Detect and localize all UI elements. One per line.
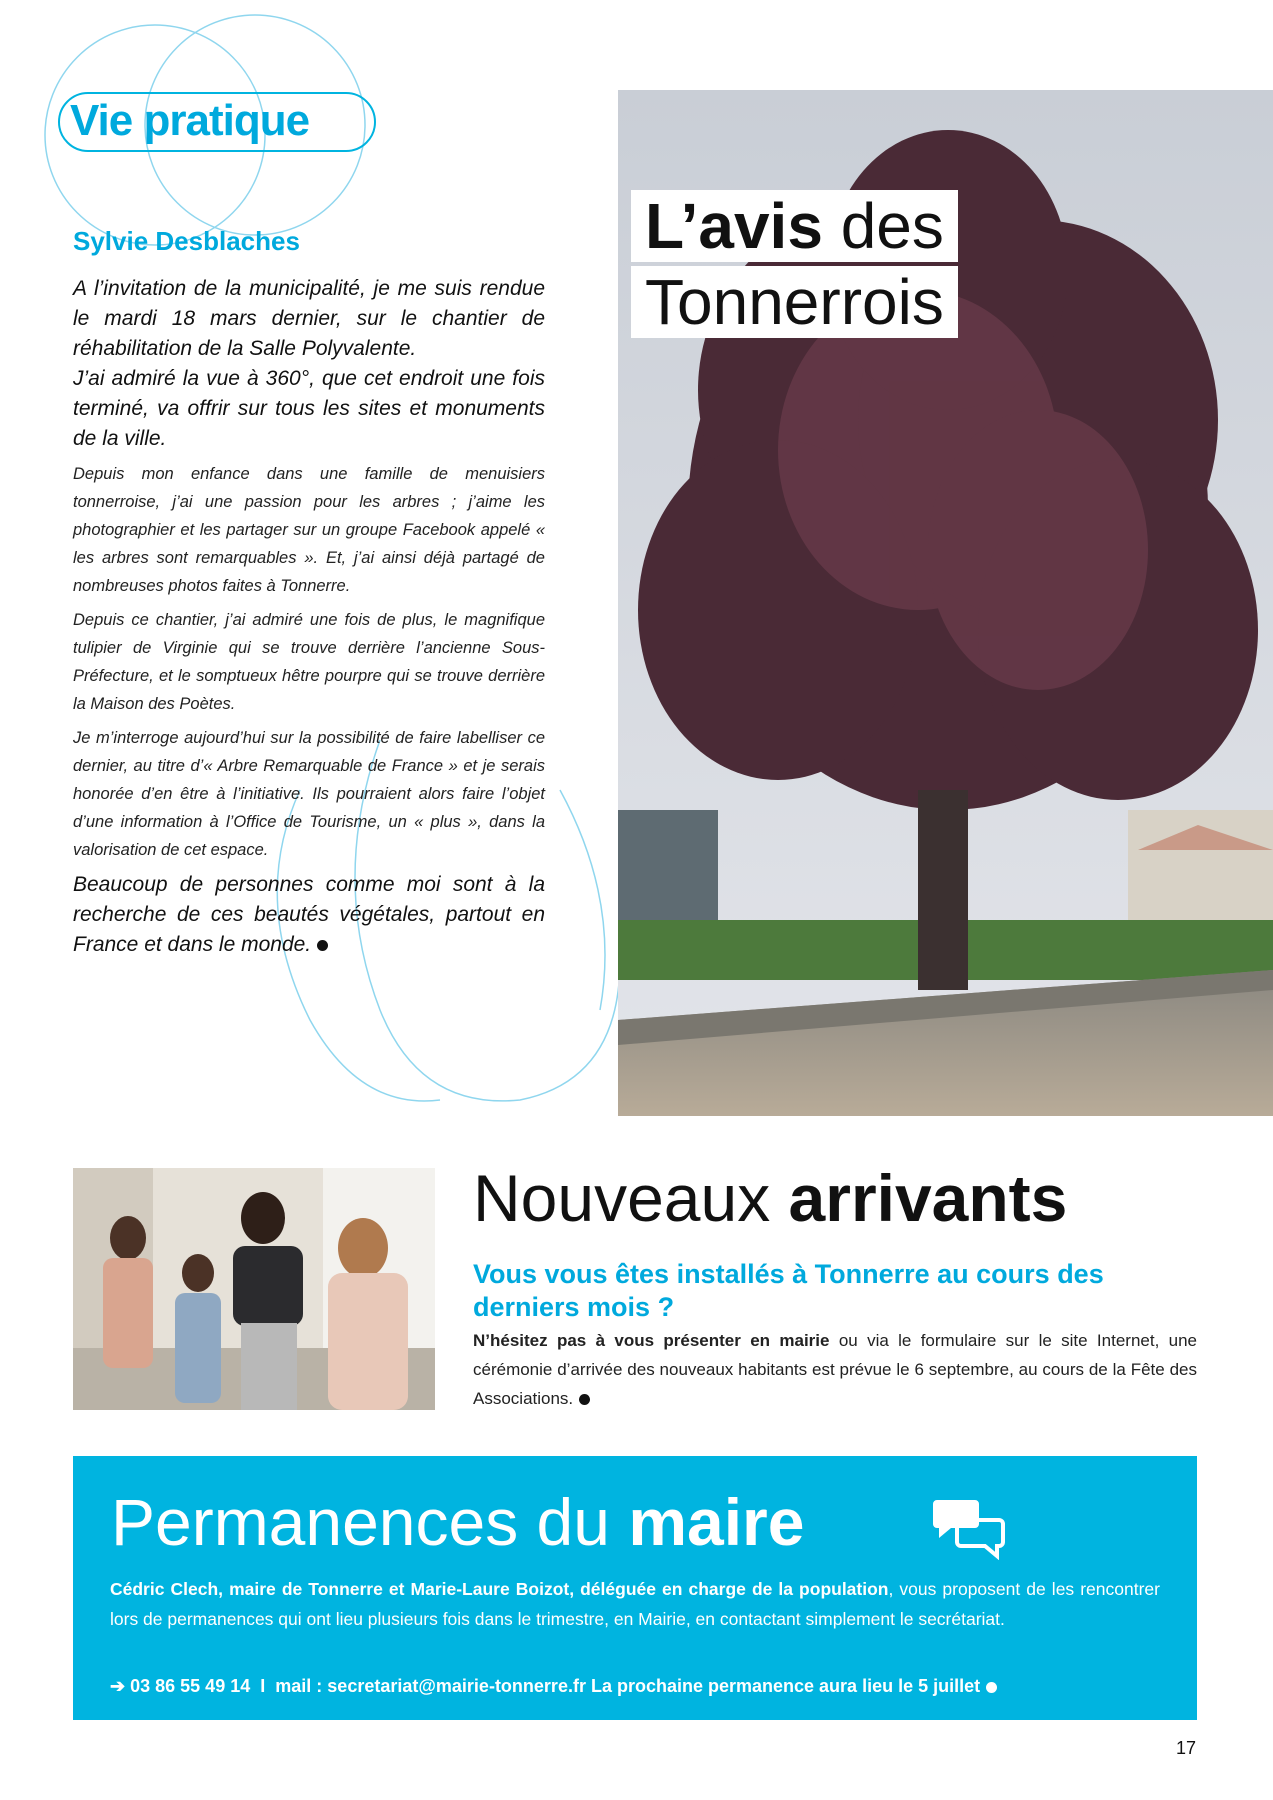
nouveaux-body: N’hésitez pas à vous présenter en mairie ou via le formulaire sur le site Internet, une cérémonie d’arrivée des nouveaux habitants est prévue le 6 septembre, au cours de la Fête des Associations. bbox=[473, 1331, 1197, 1408]
permanences-title: Permanences du maire bbox=[111, 1485, 805, 1559]
avis-title-line1: L’avis des bbox=[631, 190, 958, 262]
article-body bbox=[73, 274, 545, 960]
new-residents-photo bbox=[73, 1168, 435, 1410]
phone-number[interactable]: 03 86 55 49 14 bbox=[130, 1676, 251, 1696]
article-lead-b: J’ai admiré la vue à 360°, que cet endroit une fois terminé, va offrir sur tous les sites et monuments de la ville. bbox=[73, 367, 545, 450]
separator: I bbox=[260, 1676, 266, 1696]
section-title: Vie pratique bbox=[58, 92, 376, 152]
end-bullet-icon bbox=[317, 940, 328, 951]
article-author: Sylvie Desblaches bbox=[73, 226, 300, 256]
page-number: 17 bbox=[1176, 1738, 1197, 1758]
end-bullet-icon bbox=[579, 1394, 590, 1405]
end-bullet-icon bbox=[986, 1682, 997, 1693]
permanences-box bbox=[73, 1456, 1197, 1720]
article-paragraph-3: Je m’interroge aujourd’hui sur la possibilité de faire labelliser ce dernier, au titre d’« Arbre Remarquable de France » et je serais honorée d’en être à l’initiative. Ils pourraient alors faire l’objet d’une information à l’Office de Tourisme, un « plus », dans la valorisation de cet espace. bbox=[73, 729, 545, 859]
article-paragraph-2: Depuis ce chantier, j’ai admiré une fois de plus, le magnifique tulipier de Virginie qui se trouve derrière l’ancienne Sous-Préfecture, et le somptueux hêtre pourpre qui se trouve derrière la Maison des Poètes. bbox=[73, 611, 545, 713]
permanences-body: Cédric Clech, maire de Tonnerre et Marie-Laure Boizot, déléguée en charge de la population, vous proposent de les rencontrer lors de permanences qui ont lieu plusieurs fois dans le trimestre, en Mairie, en contactant simplement le secrétariat. bbox=[110, 1579, 1160, 1629]
nouveaux-subtitle: Vous vous êtes installés à Tonnerre au cours des derniers mois ? bbox=[473, 1259, 1104, 1322]
chat-bubbles-icon bbox=[931, 1494, 1007, 1560]
arrow-icon: ➔ bbox=[110, 1676, 126, 1696]
email-link[interactable]: mail : secretariat@mairie-tonnerre.fr bbox=[275, 1676, 586, 1696]
nouveaux-title: Nouveaux arrivants bbox=[473, 1161, 1068, 1235]
next-permanence: La prochaine permanence aura lieu le 5 juillet bbox=[590, 1676, 981, 1696]
article-paragraph-1: Depuis mon enfance dans une famille de menuisiers tonnerroise, j’ai une passion pour les arbres ; j’aime les photographier et les partager sur un groupe Facebook appelé « les arbres sont remarquables ». Et, j’ai ainsi déjà partagé de nombreuses photos faites à Tonnerre. bbox=[73, 465, 545, 595]
permanences-contact bbox=[110, 1671, 1170, 1701]
article-closing: Beaucoup de personnes comme moi sont à la recherche de ces beautés végétales, partout en France et dans le monde. bbox=[73, 873, 545, 956]
avis-title-line2: Tonnerrois bbox=[631, 266, 958, 338]
article-lead: A l’invitation de la municipalité, je me suis rendue le mardi 18 mars dernier, sur le chantier de réhabilitation de la Salle Polyvalente. bbox=[73, 277, 545, 360]
